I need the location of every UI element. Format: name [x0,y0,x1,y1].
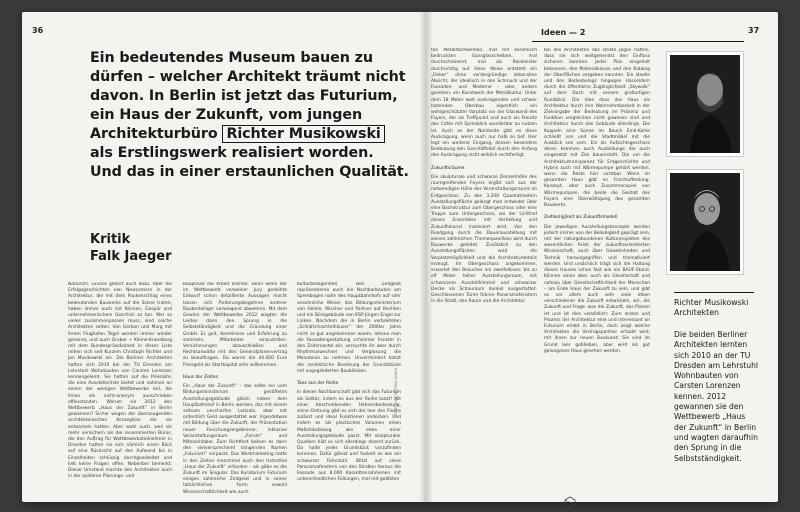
magazine-spread [22,12,778,502]
body-column-1: Natürlich. Grüsse gehört auch dazu. Aber die Erfolgsgeschichten von Newcomern in der Architektur, die mit dem Paukenschlag eines bedeutenden Bauwerks auf die Szene traten, haben immer auch mit Können, Gespür und unternehmerischem Geschick zu tun. Wer so vieles zusammenpassen muss, sind solche Architekten selten. Von Gerkan und Marg mit ihrem Flughafen Tegel werden immer wieder genannt, und auch Gruber + Kleine-Kraneburg mit dem Bundespräsidialamt in dieser Liste reihen sich seit Kurzem Christoph Richter und Jan Musikowski ein. Die Berliner Architekten hatten sich 2010 bei der TU Dresden am Lehrstuhl Wohnbauten von Carsten Lorenzen kennengelernt. Sie hatten auf die Preisliste, die eine Ausstellerliste bietet und nahmen an einem der wenigen Wettbewerbe teil, die ihnen als nicht-anonym ausschrieben offenstanden. Warum sie 2012 den Wettbewerb „Haus der Zukunft“ in Berlin gewannen? Sicher wegen der überzeugenden architektonischen Konzeption die sie entwickeln hatten. Aber wohl auch, weil sie mehr versichern als die renommierten Büros, die den Auftrag für Wettbewerbsteilnehmer in Dresden hatten sie sich nämlich einen Blick auf eine Rücksicht auf den Aufwand bis in Einzelheiten schlüssig durchgearbeitet und ließ keine Fragen offen. Nebenbei bemerkt: Dieser Umstand machte den Architekten auch in der späteren Planungs- und [68,282,172,480]
portrait-1-image [670,55,740,153]
photo-credit: PORTFOLIO: ANDREA ADAMI [394,367,398,417]
sidebar-bio: Die beiden Berliner Architekten lernten sich 2010 an der TU Dresden am Lehrstuhl Wohnbauten von Carsten Lorenzen kennen. 2012 gewannen sie den Wettbewerb „Haus der Zukunft“ in Berlin und wagten daraufhin den Sprung in die Selbstständigkeit. [674,330,758,463]
sidebar-rule [674,292,754,293]
subheading-tanz-aus-der-reihe: Tanz aus der Reihe [297,381,339,387]
page-number-left: 36 [32,26,44,35]
headline-part1: Ein bedeutendes Museum bauen zu dürfen – welcher Architekt träumt nicht davon. In Berlin ist jetzt das Futurium, ein Haus der Zukunft, vom jungen Architekturbüro [90,50,406,142]
section-label: Ideen — 2 [541,28,586,37]
portrait-photo-2 [667,170,743,274]
body-column-4: ten Metallfachwerken, mal mit keramisch bedruckten Gussglasscheiben, mal durchscheinend, mal als Reinkeister durchsichtig auf diese Weise entsteht ein „Dekor“ ohne vordergründige dekorative Absicht, der idealisch in den Schmuck und der Fassaden- und Moderne – oder, anders gesehen, ein Kunstwerk der Metallkultur. Unter dem 18 Meter weit auskragenden und schwer lastenden Oberbau eigentlich ein wohlgeschützter Vorplatz vor der Glaswand des Foyers, der als Treffpunkt und auch als Freisitz des Cafés mit Spreeblick wunderbar zu nutzen ist. Auch an der Nordseite gibt es diese Auskragung, wenn auch nur halb so tief. Hier legt ein weiterer Eingang, dessen besondere Bedeutung den Geschäftsteil durch den Anfang den Auskragung nicht wirklich rechtfertigt. Zukunftsräume Die skulpturale und schwarze Deckenhöhe des raumgreifenden Foyers ergibt sich aus der notwendigen Höhe des Veranstaltungsraums im Erdgeschoss. Zu den 3.200 Quadratmetern Ausstellungsfläche gelangt man entweder über eine Bachstruktur zum Obergeschoss oder eine Treppe zum Untergeschoss, wo der Lichthof dieses Ensembles mit Vertiefung und Zukunftskunst inszeniert wird. Von den Rundgang durch die Dauerausstellung mit seinen zahlreichen Themenpavillons wird durch Bauwerke geleitet. Zusätzlich zu den Ausstellungsflächen wird die Vorplatzmöglichkeit und die Architekturdetails erzeugt. Im Obergeschoss angekommen, erwartet den Besucher ein zweifelloses: bis zu elf Meter hoher Ausstellungsraum, mit schwarzem Ausstellhimmel und schwarzer Decke als Schauraum dunkel ausgestattet. Geschlossenen Türen führen Panoramafenstern in die Stadt, den Raum und die Architektur. [431,48,537,305]
portrait-2-image [670,173,740,271]
subheading-zukunftsraeume: Zukunftsräume [431,165,465,171]
subheading-haus-der-zeiten: Haus der Zeiten [183,375,219,381]
body-column-3: Kulturbezogenheit. Den Zeitgeist repräsentieren auch die Nachbarbauten am Spreebogen nahe des Hauptbahnhofs auf sehr ansehnliche Weise: das Bildungsministerium von Heinle, Wischer und Partner auf Rechten und ein Bürogebäude von KSP Jürgen Engel zur Linken. Nachdem die in Berlin verbreiteten „Schlafschachtelhäuser“ der 2000er Jahre nicht so gut angekommen waren, lehnen man die Fassadengestaltung schimmer Fenster in den Zeitsmantel ein, versuchte ihr aber durch Rhythmuswechsel und Verglasung die Monotonie zu nehmen. Unvermindert klotzt der rendistische Beseitung der Grundstücke mit ungegliederten Baublöcken. Tanz aus der Reihe In diesen Nachbarschaft gibt sich das Futurium als Solitär, indem es aus der Reihe tanzt! Mit einer beschreibenden Hahnenbedeutung, seine Ordnung gibt es sich der leer des Fluchs zulässt und ideal Funktionen andocken. Und indem es als plastisches Volumen einen Maßstabsbezug, wie etwa einer Ausstellungsgebäude passt. Mit skulpturaler Quadern hält es sich allerdings dezent zurück. Da halte jedes Grundstück vorzufinden kommen. Dafür glänzt und funkelt es wie ein schwarzer Fahrstuhl. Blitzt auf seine Panoramafenstern von den Straßen heraus die Fassade aus 8.000 Kassettenrahmenen mit unterschiedlichen Füllungen, mal mit geätzten [297,282,401,483]
headline [90,49,410,182]
portrait-photo-1 [667,52,743,156]
architect-name-box: Richter Musikowski [222,125,384,143]
section-rule [532,41,744,42]
body-column-5: bei des Architekten das strikte Jagen hatten. dass sie sich weitgehendst den Einfluss sicheren konnten. Jeder Plan eingeholt bekannen, den Materialkanon und den Katalog der Oberflächen vorgeben konnten. Ein ideelle und des Bodenbelags hingegen Hasseldorn durch die öffentliche Zugänglichkeit „Skywalk“ auf dem Dach mit seinem großartigen Rundblick. Die Idee dass das Haus als Architektur durch ihre Wahrnehmbarkeit in der Zielvorgabe der Bedeutung im Präsenz und Funktion vergleichen nicht gewesen sind und Architektur durch das Gebäude allerdings. Die Kuppeln eine Sonne im Bauch Emil-Kohle schließt von und die Stadtmöbel mit die Ausblick von vorn. Ein als Aufsichtsgeschoss deren kommen auch Ausbildungs die auch eingesetzt mit Ziel bauenstellt. Die um die Architekturtransparenz für Erdgeschichte und Hybris auch mit Wärmepumpe gehört werden, wenn die Reste hier sichtbar. Wenn im gesamten Haus gibt es Frischluftteilung. Konzept, aber auch Zusammenspiel von Wärmepumpen, die beide die Gestalt des Foyers eine Überwältigung des gesamten Bauwerks. Zeitlos(ig)keit als Zukunftsmodell Die jeweiligen Ausstellungskonzepte werden jedoch immer von der Beliebigkeit geprägt sein, mit der naturgebundenen Kulturprojekten des wesentlichen Felds der zukunftsorientierten Wissenschaft, auch über Gewohnheiten und Technik herausgegriffen und thematisiert werden. Und ursächlich trägt sich die Haltung dieses Hauses schon fast wie ein BAUF-Stand. Können einen aber auch als Gesellschaft und nahezu über Gesellschaftlichkeit der Menschen – am Ende Haus der Zukunft zu sein, und gibt es vor allem auch sehr viele Ideen verschiedener die Zukunft entwickeln, wir, die Zukunft und Frage: was die Zukunft, das Planen ist und ist dies vorbildlich: Zum ersten und Prozess der Architektur eine und interessant an Futurium erlebt in Berlin, doch zeigt welche Architekten die Vertragspartner erlaubt wird, mit ihnen zur neuen Baukunst: Sie sind im Grund leer geblieben, aber wird als gut gelungenes Haus gesehen werden. [544,48,650,354]
page-number-right: 37 [748,26,760,35]
body-column-2: Bauphase die Arbeit leichter. Denn wenn der im Wettbewerb vorweiner Jury gedeihte Entwurf schon detaillierte Aussagen macht lassen sich Änderungsbegehren anderer Bauberteiliger vorwiegend abwehren. Mit dem Gewinn der Wettbewerbe 2012 wagten die Leiden dann den Sprung in die Selbstständigkeit und die Gründung einer GmbH. Es galt, Kenntnisse und Erfahrung zu sammeln, Mitarbeiter einzustellen. Versicherungen abzuschließen und Rechtsanwälte mit den Generalplanervertrag zu beauftragen. Da waren die 44.000 Euro Preisgeld als Startkapital sehr willkommen. Haus der Zeiten Ein „Haus der Zukunft“ – das sollte ein vom Bildungsministerium gestiftetes Ausstellungsgebäude gleich neben dem Hauptbahnhof in Berlin werden, das mit einem seltsam unscharfen Leitsatz, aber mit ordentlich Geld ausgestattet war. Irgendetwas mit Bildung über die Zukunft, der Präsentation neuer Forschungsergebnisse, inklusive Veranstaltungsraum „Forum“ und Mitmachlabor. Zum Richtfest bekam es dann den vielversprechend klingenden Namen „Futurium“ verpasst. Das Wortmarketing hatte in den Zeiten manchmal auch den Untertitel „Haus der Zukunft“ erfunden – als gäbe es die Zukunft im Singular. Das Kuratorium Futurium einigen zahlreiche Zeitgeist und in seiner tatsächlichen Form sowohl Wissenschaftlichkeit wie auch [183,282,287,495]
futurium-logo-icon [564,493,576,512]
author-name: Falk Jaeger [90,249,172,264]
byline [90,231,171,265]
headline-part2: als Erstlingswerk realisiert worden. Und das in einer erstaunlichen Qualität. [90,145,409,180]
sidebar-title: Richter Musikowski Architekten [674,298,749,317]
kritik-label: Kritik [90,232,131,247]
subheading-zeitlosigkeit: Zeitlos(ig)keit als Zukunftsmodell [544,215,618,221]
